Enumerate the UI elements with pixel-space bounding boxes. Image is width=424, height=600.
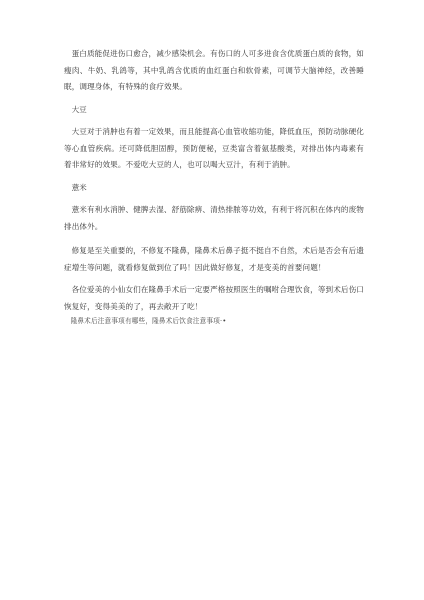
heading-coix-seed: 薏米 [71,182,87,192]
spacer [64,235,364,243]
paragraph-protein: 蛋白质能促进伤口愈合，减少感染机会。有伤口的人可多进食含优质蛋白质的食物，如瘦肉、牛奶、乳鸽等，其中乳鸽含优质的血红蛋白和软骨素，可调节大脑神经，改善睡眠，调理身体，有特殊的食疗效果。 [64,49,364,91]
paragraph-coix-seed: 薏米有利水消肿、健脾去湿、舒筋除痹、清热排脓等功效，有利于将沉积在体内的废物排出体外。 [64,205,364,231]
paragraph-diet-advice: 各位爱美的小仙女们在隆鼻手术后一定要严格按照医生的嘱咐合理饮食，等到术后伤口恢复好，变得美美的了，再去敞开了吃！ [64,285,364,311]
footer-title: 隆鼻术后注意事项有哪些，隆鼻术后饮食注意事项·• [70,317,227,325]
document-body [64,46,364,327]
heading-soybean: 大豆 [71,104,87,114]
paragraph-repair: 修复是至关重要的，不修复不隆鼻，隆鼻术后鼻子挺不挺自不自然，术后是否会有后遗症增生等问题，就看修复做到位了吗！因此做好修复，才是变美的首要问题！ [64,246,364,272]
paragraph-soybean: 大豆对于消肿也有着一定效果，而且能提高心血管收缩功能，降低血压，预防动脉硬化等心血管疾病。还可降低胆固醇，预防便秘，豆类富含着氨基酸类，对排出体内毒素有着非常好的效果。不爱吃大豆的人，也可以喝大豆汁，有利于消肿。 [64,127,364,169]
